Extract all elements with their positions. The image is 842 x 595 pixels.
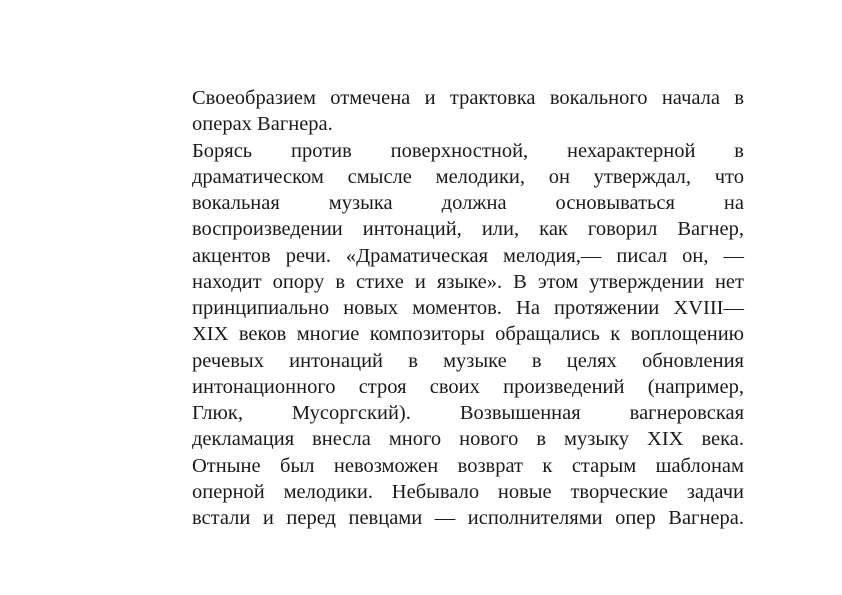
text-line: встали и перед певцами — исполнителями опер Вагнера.: [192, 507, 744, 529]
body-text: [192, 85, 744, 531]
text-line: Отныне был невозможен возврат к старым шаблонам: [192, 454, 744, 477]
text-line: оперной мелодики. Небывало новые творческие задачи: [192, 480, 744, 503]
text-line: драматическом смысле мелодики, он утверждал, что: [192, 165, 744, 188]
text-line: интонационного строя своих произведений (например,: [192, 375, 744, 398]
text-line: Своеобразием отмечена и трактовка вокального начала в: [192, 87, 744, 109]
text-line: вокальная музыка должна основываться на: [192, 192, 744, 214]
text-line: Глюк, Мусоргский). Возвышенная вагнеровская: [192, 402, 744, 424]
text-line: принципиально новых моментов. На протяжении XVIII—: [192, 297, 744, 319]
text-line: операх Вагнера.: [192, 113, 333, 136]
text-line: речевых интонаций в музыке в целях обновления: [192, 349, 744, 372]
text-line: Борясь против поверхностной, нехарактерной в: [192, 139, 744, 162]
text-line: находит опору в стихе и языке». В этом утверждении нет: [192, 270, 744, 293]
text-line: воспроизведении интонаций, или, как говорил Вагнер,: [192, 218, 744, 241]
text-line: XIX веков многие композиторы обращались к воплощению: [192, 323, 744, 346]
text-line: акцентов речи. «Драматическая мелодия,— писал он, —: [192, 244, 744, 267]
text-line: декламация внесла много нового в музыку XIX века.: [192, 428, 744, 451]
